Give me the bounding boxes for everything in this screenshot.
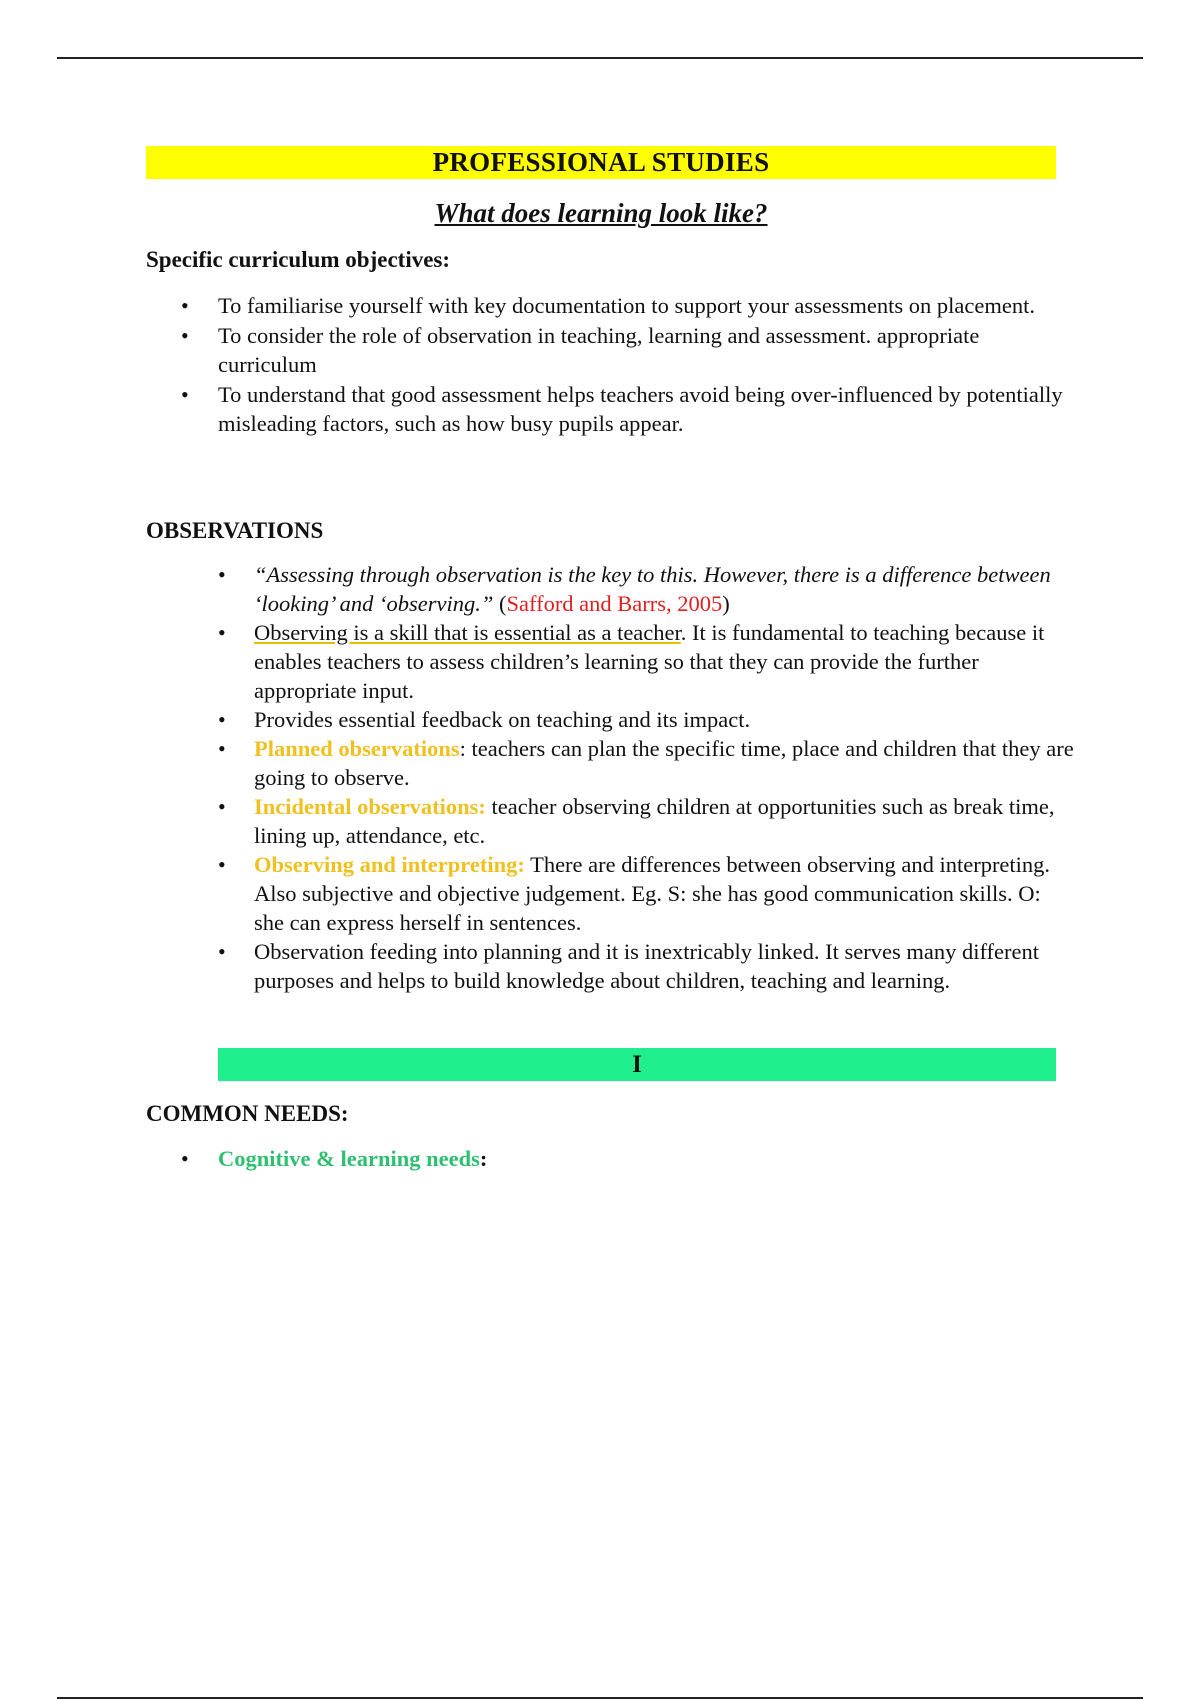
observation-item-5 [254,792,1074,850]
observations-list [254,560,1074,995]
common-needs-heading: COMMON NEEDS: [146,1101,349,1126]
objective-item-3: • To understand that good assessment helps teachers avoid being over-influenced by potentially misleading factors, such as how busy pupils appear. [218,380,1068,438]
quote-open-paren: ( [493,591,507,616]
incidental-observations-term: Incidental observations: [254,794,486,819]
objective-item-1: • To familiarise yourself with key documentation to support your assessments on placement. [218,291,1068,320]
observation-quote: “Assessing through observation is the key to this. However, there is a difference between ‘looking’ and ‘observing.” [254,562,1051,616]
cognitive-learning-needs-term: Cognitive & learning needs [218,1146,480,1171]
page-title-banner: PROFESSIONAL STUDIES [146,146,1056,179]
observation-item-4-text: : teachers can plan the specific time, place and children that they are going to observe. [254,736,1074,790]
observation-item-4 [254,734,1074,792]
observation-item-2 [254,618,1074,705]
objective-item-2: • To consider the role of observation in teaching, learning and assessment. appropriate curriculum [218,321,1068,379]
quote-close-paren: ) [722,591,730,616]
objectives-heading: Specific curriculum objectives: [146,247,451,272]
quote-citation: Safford and Barrs, 2005 [506,591,723,616]
common-needs-item-1-colon: : [479,1146,488,1171]
observation-item-1 [254,560,1074,618]
observation-item-3: • Provides essential feedback on teaching and its impact. [254,705,1074,734]
section-marker-bar: I [218,1048,1056,1081]
bottom-rule [57,1697,1143,1699]
common-needs-item-1 [218,1144,1038,1173]
observation-item-6-text: There are differences between observing and interpreting. Also subjective and objective judgement. Eg. S: she has good communication skills. O: she can express herself in sentences. [254,852,1051,935]
observation-item-7: • Observation feeding into planning and it is inextricably linked. It serves many different purposes and helps to build knowledge about children, teaching and learning. [254,937,1074,995]
observation-underlined-text: Observing is a skill that is essential as a teacher [254,620,681,645]
observing-interpreting-term: Observing and interpreting: [254,852,525,877]
planned-observations-term: Planned observations [254,736,460,761]
objectives-list [218,291,1068,439]
observation-item-5-text: teacher observing children at opportunities such as break time, lining up, attendance, etc. [254,794,1055,848]
top-rule [57,57,1143,59]
page-subtitle: What does learning look like? [434,198,768,228]
observations-heading: OBSERVATIONS [146,518,324,543]
common-needs-list [218,1144,1038,1173]
observation-item-6 [254,850,1074,937]
observation-item-2-text: . It is fundamental to teaching because it enables teachers to assess children’s learning so that they can provide the further appropriate input. [254,620,1045,703]
